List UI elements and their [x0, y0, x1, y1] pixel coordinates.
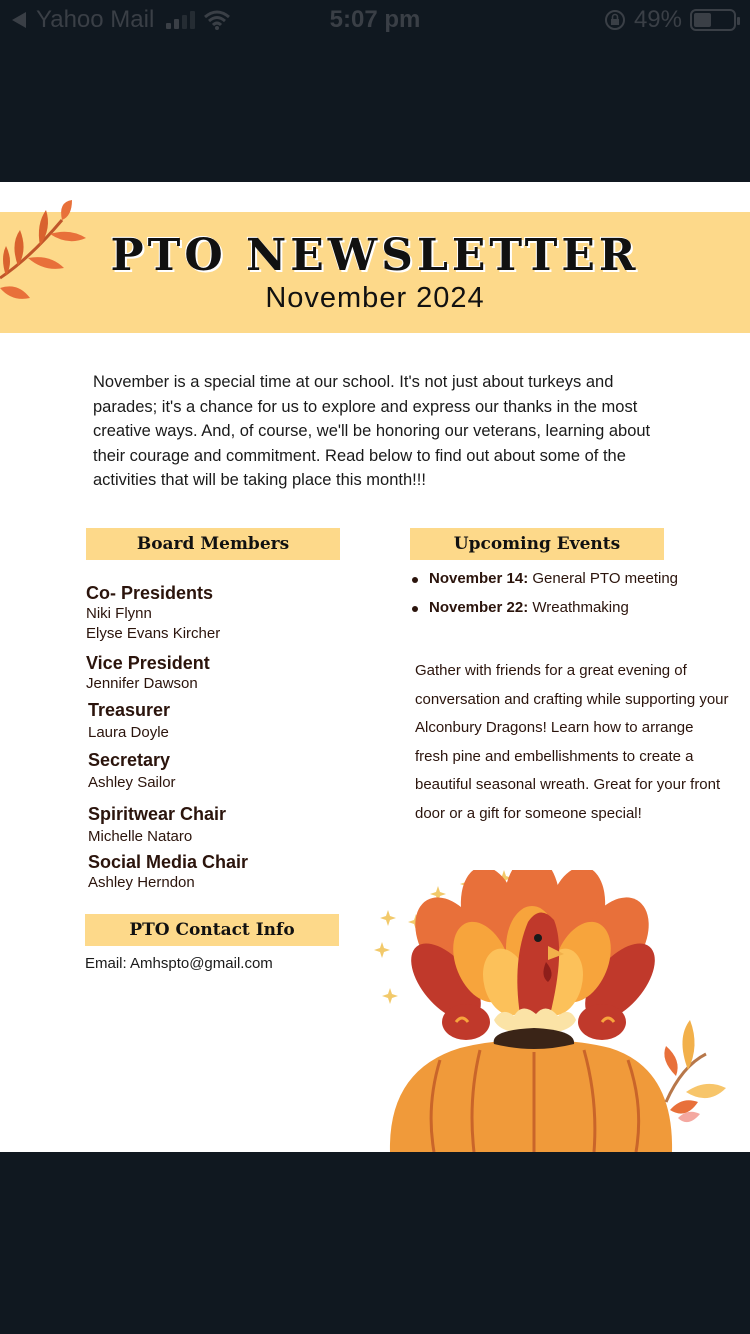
member-name: Elyse Evans Kircher: [86, 625, 221, 642]
back-app-label: Yahoo Mail: [36, 6, 155, 33]
upcoming-events-heading: Upcoming Events: [410, 528, 664, 560]
orientation-lock-icon: [604, 9, 626, 31]
event-description: Gather with friends for a great evening of conversation and crafting while supporting your Alconbury Dragons! Learn how to arrange fresh pine and embellishments to create a beautiful seasonal wreath. Great for your front door or a gift for someone special!: [415, 662, 729, 822]
autumn-leaf-icon: [0, 198, 100, 318]
battery-icon: [690, 9, 736, 31]
event-date: November 22:: [429, 598, 529, 616]
role-title: Spiritwear Chair: [88, 804, 227, 824]
newsletter-page: [0, 182, 750, 1152]
board-role-block: [86, 803, 366, 847]
member-name: Ashley Sailor: [88, 774, 176, 791]
board-role-block: [86, 699, 366, 743]
member-name: Michelle Nataro: [88, 828, 193, 845]
event-item: [412, 565, 732, 594]
member-name: Niki Flynn: [86, 605, 152, 622]
battery-percent: 49%: [633, 6, 682, 33]
event-name: General PTO meeting: [528, 570, 679, 587]
newsletter-title: PTO NEWSLETTER: [110, 230, 640, 281]
role-title: Social Media Chair: [88, 852, 249, 872]
member-name: Jennifer Dawson: [86, 675, 198, 692]
role-title: Vice President: [86, 653, 210, 673]
board-role-block: [86, 582, 366, 644]
role-title: Secretary: [88, 750, 171, 770]
member-name: Ashley Herndon: [88, 874, 195, 891]
board-role-block: [86, 652, 366, 694]
events-list: [412, 565, 732, 622]
board-role-block: [86, 851, 366, 893]
board-role-block: [86, 749, 366, 793]
board-members-heading: Board Members: [86, 528, 340, 560]
newsletter-subtitle: November 2024: [265, 282, 485, 314]
intro-paragraph: November is a special time at our school. It's not just about turkeys and parades; it's a chance for us to explore and express our thanks in the most creative ways. And, of course, we'll be honoring our veterans, learning about their courage and commitment. Read below to find out about some of the activities that will be taking place this month!!!: [93, 373, 651, 490]
event-item: [412, 594, 732, 623]
contact-info-heading: PTO Contact Info: [85, 914, 339, 946]
event-date: November 14:: [429, 570, 529, 587]
event-name: Wreathmaking: [528, 598, 629, 616]
clock: 5:07 pm: [329, 6, 421, 33]
contact-email[interactable]: Email: Amhspto@gmail.com: [85, 955, 273, 972]
member-name: Laura Doyle: [88, 724, 169, 741]
turkey-pumpkin-illustration: [370, 870, 740, 1152]
role-title: Treasurer: [88, 700, 171, 720]
newsletter-banner: [0, 212, 750, 333]
status-bar: [0, 0, 750, 42]
role-title: Co- Presidents: [86, 583, 214, 603]
board-members-list: [86, 582, 366, 893]
